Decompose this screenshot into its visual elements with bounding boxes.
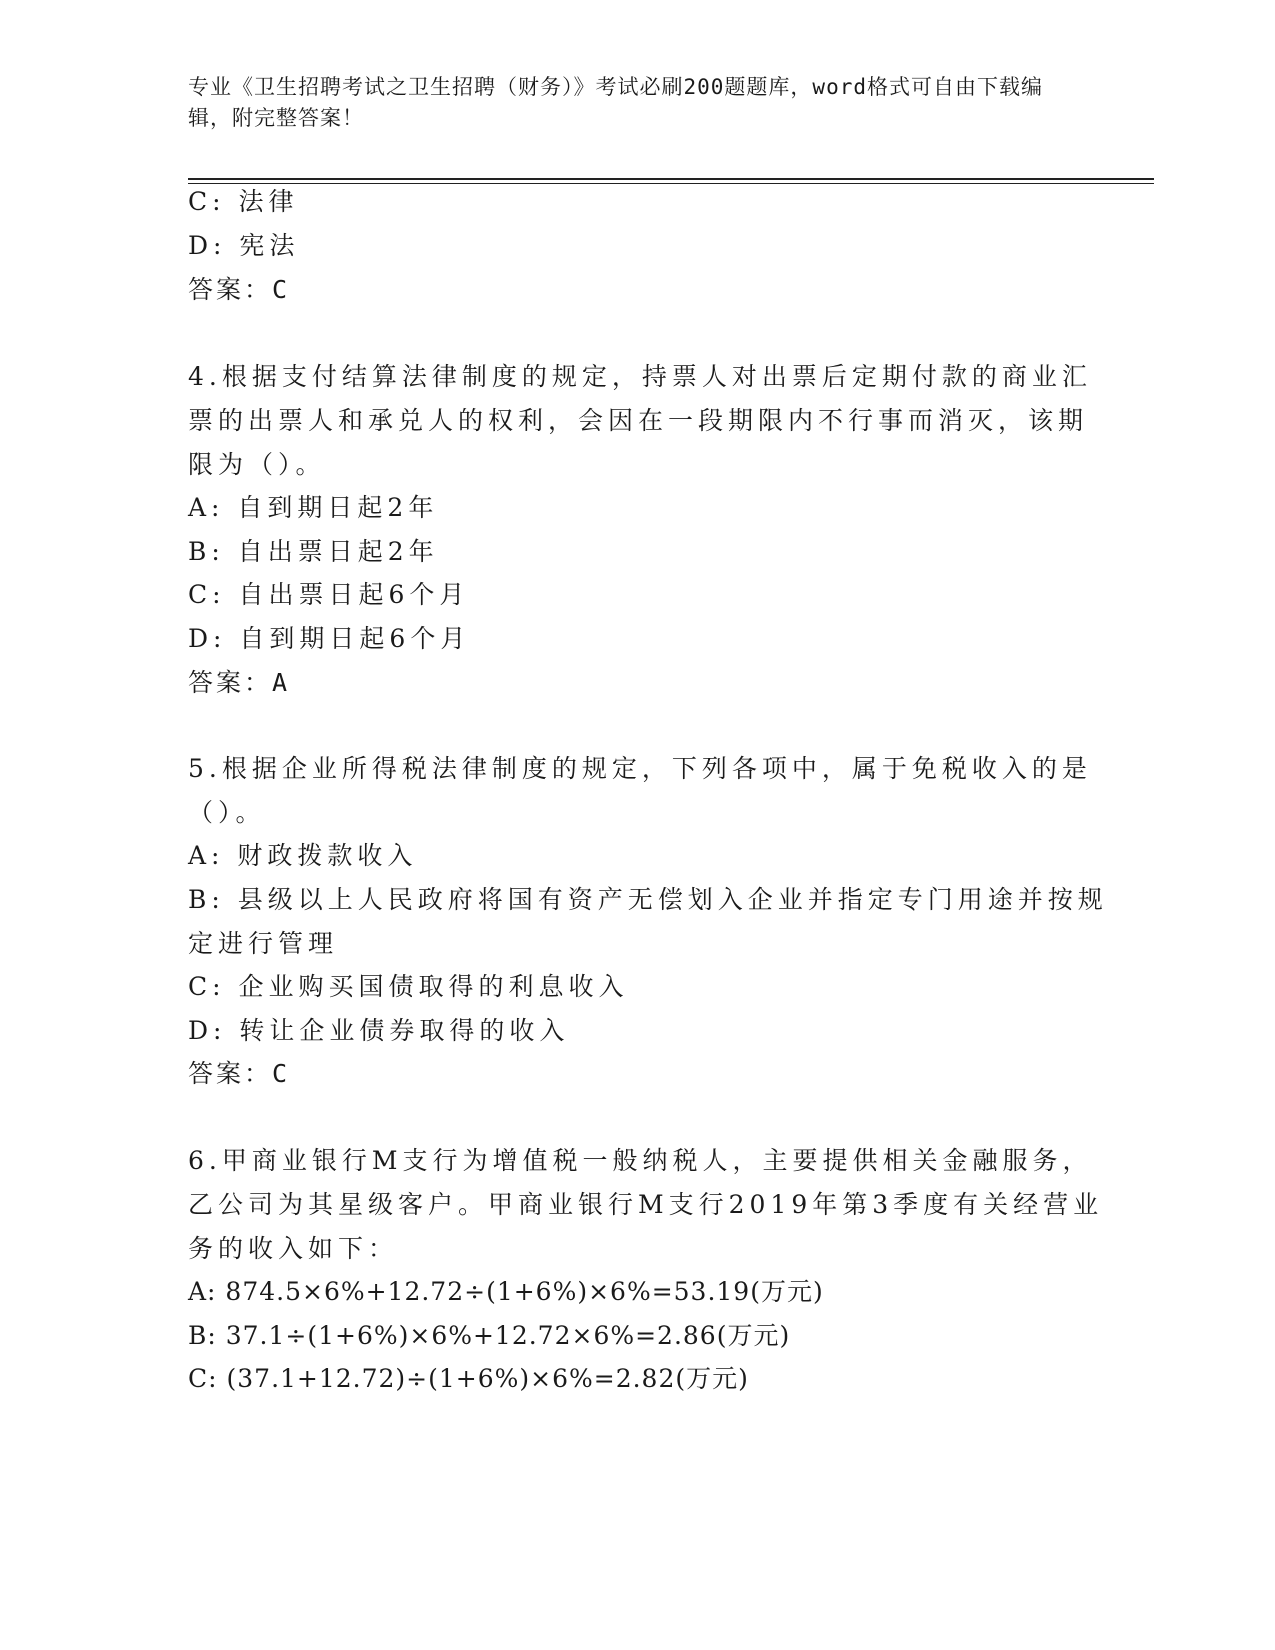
q5-stem-line-2: （）。 bbox=[188, 798, 266, 827]
q5-option-a: A: 财政拨款收入 bbox=[188, 841, 418, 870]
q6-stem-line-1: 6.甲商业银行M支行为增值税一般纳税人，主要提供相关金融服务， bbox=[188, 1146, 1093, 1175]
q4-option-b: B: 自出票日起2年 bbox=[188, 537, 439, 566]
header-rule-thin bbox=[188, 183, 1154, 184]
header-rule-thick bbox=[188, 178, 1154, 180]
q4-option-c: C: 自出票日起6个月 bbox=[188, 580, 470, 609]
q4-option-d: D: 自到期日起6个月 bbox=[188, 624, 471, 653]
q5-stem-line-1: 5.根据企业所得税法律制度的规定，下列各项中，属于免税收入的是 bbox=[188, 754, 1092, 783]
q6-stem-line-3: 务的收入如下： bbox=[188, 1234, 399, 1263]
q4-answer: 答案：A bbox=[188, 668, 291, 697]
q3-option-c: C: 法律 bbox=[188, 187, 299, 216]
q5-option-b-line-1: B: 县级以上人民政府将国有资产无偿划入企业并指定专门用途并按规 bbox=[188, 885, 1108, 914]
q5-option-c: C: 企业购买国债取得的利息收入 bbox=[188, 972, 629, 1001]
q3-answer: 答案：C bbox=[188, 275, 291, 304]
q6-option-c: C: (37.1+12.72)÷(1+6%)×6%=2.82(万元) bbox=[188, 1364, 749, 1393]
q4-stem-line-1: 4.根据支付结算法律制度的规定，持票人对出票后定期付款的商业汇 bbox=[188, 362, 1092, 391]
q4-option-a: A: 自到期日起2年 bbox=[188, 493, 439, 522]
q6-option-b: B: 37.1÷(1+6%)×6%+12.72×6%=2.86(万元) bbox=[188, 1321, 791, 1350]
document-header: 专业《卫生招聘考试之卫生招聘（财务）》考试必刷200题题库，word格式可自由下载编辑，附完整答案！ bbox=[188, 75, 1043, 130]
q4-stem-line-3: 限为（）。 bbox=[188, 450, 326, 479]
q6-option-a: A: 874.5×6%+12.72÷(1+6%)×6%=53.19(万元) bbox=[188, 1277, 824, 1306]
q6-stem-line-2: 乙公司为其星级客户。甲商业银行M支行2019年第3季度有关经营业 bbox=[188, 1190, 1104, 1219]
q5-option-d: D: 转让企业债券取得的收入 bbox=[188, 1016, 570, 1045]
q5-option-b-line-2: 定进行管理 bbox=[188, 929, 339, 958]
q3-option-d: D: 宪法 bbox=[188, 231, 300, 260]
q5-answer: 答案：C bbox=[188, 1059, 291, 1088]
q4-stem-line-2: 票的出票人和承兑人的权利，会因在一段期限内不行事而消灭，该期 bbox=[188, 406, 1089, 435]
